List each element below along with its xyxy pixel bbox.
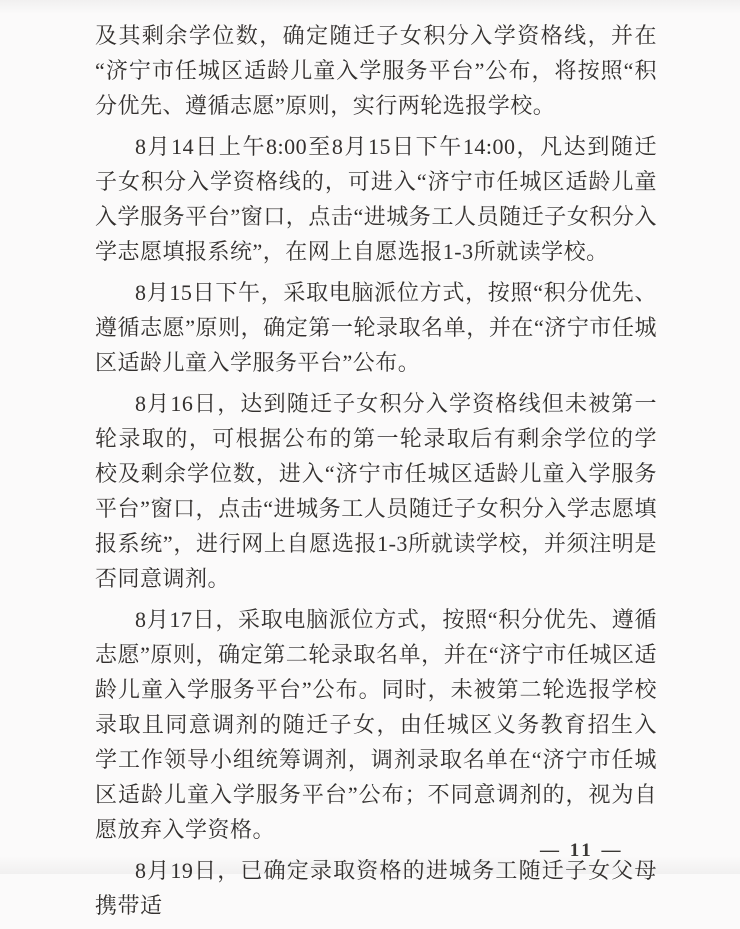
document-body: [95, 18, 657, 929]
paragraph-aug17-second-round: 8月17日，采取电脑派位方式，按照“积分优先、遵循志愿”原则，确定第二轮录取名单，并在“济宁市任城区适龄儿童入学服务平台”公布。同时，未被第二轮选报学校录取且同意调剂的随迁子女，由任城区义务教育招生入学工作领导小组统筹调剂，调剂录取名单在“济宁市任城区适龄儿童入学服务平台”公布；不同意调剂的，视为自愿放弃入学资格。: [95, 607, 657, 842]
paragraph-continuation: 及其剩余学位数，确定随迁子女积分入学资格线，并在“济宁市任城区适龄儿童入学服务平台”公布，将按照“积分优先、遵循志愿”原则，实行两轮选报学校。: [95, 23, 657, 118]
paragraph-aug19-enrollment: 8月19日，已确定录取资格的进城务工随迁子女父母携带适: [95, 858, 657, 918]
paragraph-aug14-volunteer-filing: 8月14日上午8:00至8月15日下午14:00，凡达到随迁子女积分入学资格线的，可进入“济宁市任城区适龄儿童入学服务平台”窗口，点击“进城务工人员随迁子女积分入学志愿填报系统”，在网上自愿选报1-3所就读学校。: [95, 134, 657, 264]
paragraph-aug16-second-filing: 8月16日，达到随迁子女积分入学资格线但未被第一轮录取的，可根据公布的第一轮录取后有剩余学位的学校及剩余学位数，进入“济宁市任城区适龄儿童入学服务平台”窗口，点击“进城务工人员随迁子女积分入学志愿填报系统”，进行网上自愿选报1-3所就读学校，并须注明是否同意调剂。: [95, 391, 657, 591]
paragraph-aug15-first-round: 8月15日下午，采取电脑派位方式，按照“积分优先、遵循志愿”原则，确定第一轮录取名单，并在“济宁市任城区适龄儿童入学服务平台”公布。: [95, 280, 657, 375]
page-number: — 11 —: [540, 840, 624, 861]
